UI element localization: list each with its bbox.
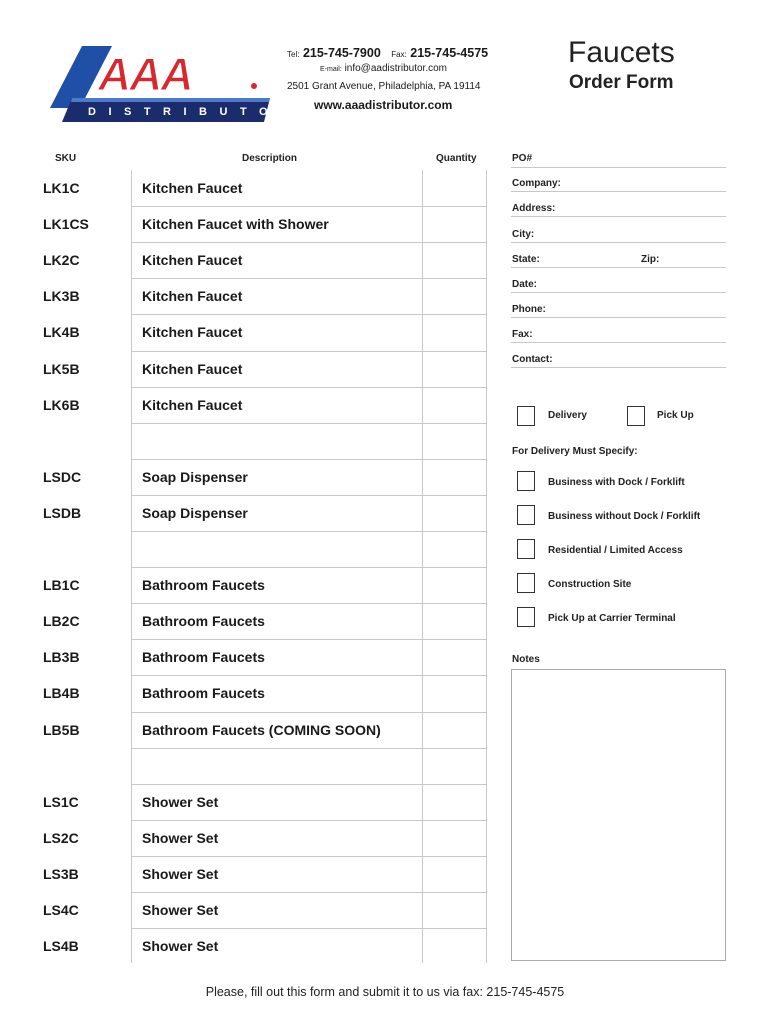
city-field[interactable] xyxy=(511,242,726,243)
sku-cell: LSDC xyxy=(43,468,82,485)
description-cell: Bathroom Faucets xyxy=(142,613,265,630)
quantity-cell[interactable] xyxy=(423,387,486,423)
po-field[interactable] xyxy=(511,167,726,168)
sku-cell: LB3B xyxy=(43,649,80,666)
phone-line xyxy=(287,46,488,60)
date-field[interactable] xyxy=(511,292,726,293)
option-checkbox-no-dock[interactable] xyxy=(517,505,535,525)
delivery-label: Delivery xyxy=(548,410,587,421)
quantity-cell[interactable] xyxy=(423,928,486,964)
fax-label: Fax: xyxy=(391,50,407,59)
option-label-residential: Residential / Limited Access xyxy=(548,545,683,556)
po-label: PO# xyxy=(512,153,533,164)
sku-cell: LS4C xyxy=(43,902,79,918)
sku-cell: LK6B xyxy=(43,396,80,413)
option-checkbox-construction[interactable] xyxy=(517,573,535,593)
state-label: State: xyxy=(512,254,540,265)
description-cell: Bathroom Faucets xyxy=(142,577,265,594)
address-label: Address: xyxy=(512,203,556,214)
sku-cell: LK1C xyxy=(43,180,80,196)
description-cell: Kitchen Faucet xyxy=(142,288,243,305)
fax-field[interactable] xyxy=(511,342,726,343)
quantity-cell[interactable] xyxy=(423,423,486,459)
description-cell: Kitchen Faucet xyxy=(142,396,243,413)
quantity-cell[interactable] xyxy=(423,242,486,278)
address: 2501 Grant Avenue, Philadelphia, PA 19114 xyxy=(287,81,481,92)
sku-cell: LK4B xyxy=(43,324,80,341)
delivery-checkbox[interactable] xyxy=(517,406,535,426)
quantity-cell[interactable] xyxy=(423,206,486,242)
option-checkbox-carrier[interactable] xyxy=(517,607,535,627)
quantity-cell[interactable] xyxy=(423,748,486,784)
email-line xyxy=(320,63,447,74)
page-title: Faucets xyxy=(568,36,675,69)
delivery-specify-label: For Delivery Must Specify: xyxy=(512,446,638,457)
email: info@aadistributor.com xyxy=(344,63,447,74)
description-cell: Kitchen Faucet xyxy=(142,180,243,196)
option-label-construction: Construction Site xyxy=(548,579,632,590)
svg-text:AAA: AAA xyxy=(98,48,192,100)
quantity-cell[interactable] xyxy=(423,495,486,531)
sku-cell: LK2C xyxy=(43,252,80,269)
website: www.aaadistributor.com xyxy=(314,98,453,112)
option-checkbox-dock[interactable] xyxy=(517,471,535,491)
company-label: Company: xyxy=(512,178,561,189)
option-checkbox-residential[interactable] xyxy=(517,539,535,559)
description-cell: Bathroom Faucets xyxy=(142,649,265,666)
quantity-cell[interactable] xyxy=(423,784,486,820)
quantity-cell[interactable] xyxy=(423,639,486,675)
quantity-cell[interactable] xyxy=(423,170,486,206)
sku-cell: LK3B xyxy=(43,288,80,305)
description-cell: Bathroom Faucets (COMING SOON) xyxy=(142,721,381,738)
description-header: Description xyxy=(242,153,298,164)
description-cell: Shower Set xyxy=(142,793,219,810)
quantity-cell[interactable] xyxy=(423,531,486,567)
phone-label: Phone: xyxy=(512,304,546,315)
sku-cell: LSDB xyxy=(43,504,82,521)
description-cell: Shower Set xyxy=(142,902,219,918)
notes-textarea[interactable] xyxy=(511,669,726,961)
company-field[interactable] xyxy=(511,191,726,192)
footer-instructions: Please, fill out this form and submit it to us via fax: 215-745-4575 xyxy=(205,985,565,999)
sku-cell: LK1CS xyxy=(43,216,89,233)
sku-header: SKU xyxy=(55,153,77,164)
description-cell: Shower Set xyxy=(142,865,219,882)
quantity-cell[interactable] xyxy=(423,314,486,350)
notes-label: Notes xyxy=(512,654,540,665)
contact-field[interactable] xyxy=(511,367,726,368)
sku-cell: LS4B xyxy=(43,938,79,955)
sku-cell: LK5B xyxy=(43,360,80,377)
quantity-header: Quantity xyxy=(436,153,477,164)
quantity-cell[interactable] xyxy=(423,278,486,314)
date-label: Date: xyxy=(512,279,538,290)
quantity-cell[interactable] xyxy=(423,459,486,495)
description-cell: Shower Set xyxy=(142,938,219,955)
pickup-label: Pick Up xyxy=(657,410,694,421)
quantity-cell[interactable] xyxy=(423,675,486,711)
tel-label: Tel: xyxy=(287,50,300,59)
sku-cell: LB2C xyxy=(43,613,80,630)
description-cell: Bathroom Faucets xyxy=(142,685,265,702)
phone-field[interactable] xyxy=(511,317,726,318)
page-subtitle: Order Form xyxy=(569,72,674,93)
sku-cell: LS2C xyxy=(43,829,79,846)
state-zip-field[interactable] xyxy=(511,267,726,268)
quantity-cell[interactable] xyxy=(423,351,486,387)
description-cell: Soap Dispenser xyxy=(142,504,248,521)
sku-cell: LS3B xyxy=(43,865,79,882)
address-field[interactable] xyxy=(511,216,726,217)
description-cell: Kitchen Faucet xyxy=(142,324,243,341)
description-cell: Kitchen Faucet with Shower xyxy=(142,216,329,233)
tel-number: 215-745-7900 xyxy=(302,46,381,60)
contact-label: Contact: xyxy=(512,354,553,365)
sku-cell: LB4B xyxy=(43,685,80,702)
city-label: City: xyxy=(512,229,535,240)
option-label-dock: Business with Dock / Forklift xyxy=(548,477,685,488)
email-label: E-mail: xyxy=(320,66,342,73)
description-cell: Kitchen Faucet xyxy=(142,252,243,269)
description-cell: Kitchen Faucet xyxy=(142,360,243,377)
fax-number: 215-745-4575 xyxy=(410,46,489,60)
quantity-cell[interactable] xyxy=(423,856,486,892)
option-label-no-dock: Business without Dock / Forklift xyxy=(548,511,701,522)
description-cell: Shower Set xyxy=(142,829,219,846)
pickup-checkbox[interactable] xyxy=(627,406,645,426)
quantity-cell[interactable] xyxy=(423,892,486,928)
quantity-cell[interactable] xyxy=(423,820,486,856)
svg-text:DISTRIBUTOR: DISTRIBUTOR xyxy=(88,106,301,118)
zip-label: Zip: xyxy=(641,254,660,265)
quantity-cell[interactable] xyxy=(423,712,486,748)
quantity-cell[interactable] xyxy=(423,603,486,639)
sku-cell: LS1C xyxy=(43,793,79,810)
fax-label: Fax: xyxy=(512,329,533,340)
sku-cell: LB5B xyxy=(43,721,80,738)
sku-cell: LB1C xyxy=(43,577,80,594)
quantity-cell[interactable] xyxy=(423,567,486,603)
option-label-carrier: Pick Up at Carrier Terminal xyxy=(548,613,676,624)
description-cell: Soap Dispenser xyxy=(142,468,248,485)
